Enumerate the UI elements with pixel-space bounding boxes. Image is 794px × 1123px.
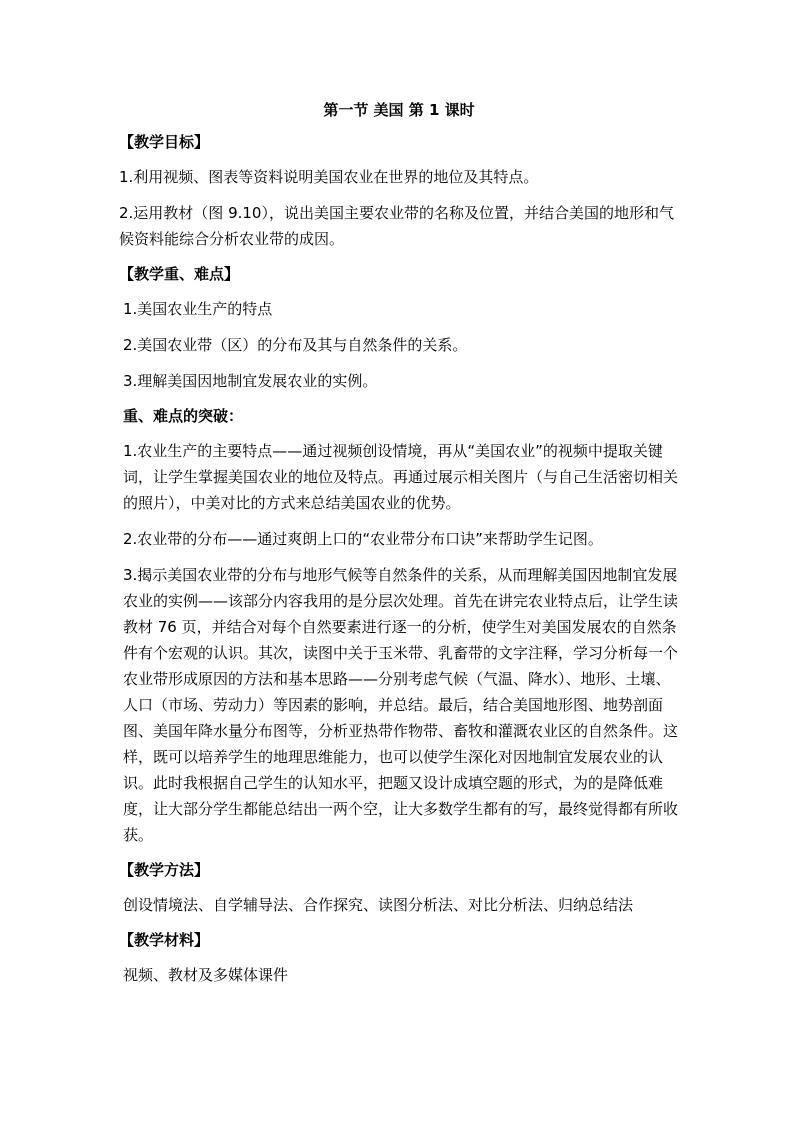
key-points-heading: 【教学重、难点】 xyxy=(119,265,240,283)
materials-text: 视频、教材及多媒体课件 xyxy=(123,966,289,984)
breakthrough-item: 2.农业带的分布——通过爽朗上口的“农业带分布口诀”来帮助学生记图。 xyxy=(123,530,603,548)
objective-item: 1.利用视频、图表等资料说明美国农业在世界的地位及其特点。 xyxy=(119,168,539,186)
methods-text: 创设情境法、自学辅导法、合作探究、读图分析法、对比分析法、归纳总结法 xyxy=(123,896,634,914)
objective-item: 2.运用教材（图 9.10），说出美国主要农业带的名称及位置，并结合美国的地形和气候资料能综合分析农业带的成因。 xyxy=(119,204,674,248)
objectives-heading: 【教学目标】 xyxy=(119,133,210,151)
breakthrough-item: 1.农业生产的主要特点——通过视频创设情境，再从“美国农业”的视频中提取关键词，让学生掌握美国农业的地位及特点。再通过展示相关图片（与自己生活密切相关的照片），中美对比的方式来总结美国农业的优势。 xyxy=(123,442,679,512)
methods-heading: 【教学方法】 xyxy=(119,861,210,879)
key-point-item: 1.美国农业生产的特点 xyxy=(123,300,273,318)
key-point-item: 3.理解美国因地制宜发展农业的实例。 xyxy=(123,372,378,390)
document-body xyxy=(119,100,679,998)
key-point-item: 2.美国农业带（区）的分布及其与自然条件的关系。 xyxy=(123,336,468,354)
breakthrough-item: 3.揭示美国农业带的分布与地形气候等自然条件的关系，从而理解美国因地制宜发展农业的实例——该部分内容我用的是分层次处理。首先在讲完农业特点后，让学生读教材 76 页，并结合对每个自然要素进行逐一的分析，使学生对美国发展农的自然条件有个宏观的认识。其次，读图中关于玉米带、乳畜带的文字注释，学习分析每一个农业带形成原因的方法和基本思路——分别考虑气候（气温、降水）、地形、土壤、人口（市场、劳动力）等因素的影响，并总结。最后，结合美国地形图、地势剖面图、美国年降水量分布图等，分析亚热带作物带、畜牧和灌溉农业区的自然条件。这样，既可以培养学生的地理思维能力，也可以使学生深化对因地制宜发展农业的认识。此时我根据自己学生的认知水平，把题又设计成填空题的形式，为的是降低难度，让大部分学生都能总结出一两个空，让大多数学生都有的写，最终觉得都有所收获。 xyxy=(123,566,679,844)
materials-heading: 【教学材料】 xyxy=(119,931,210,949)
document-title: 第一节 美国 第 1 课时 xyxy=(323,101,475,119)
breakthrough-heading: 重、难点的突破： xyxy=(123,407,244,425)
